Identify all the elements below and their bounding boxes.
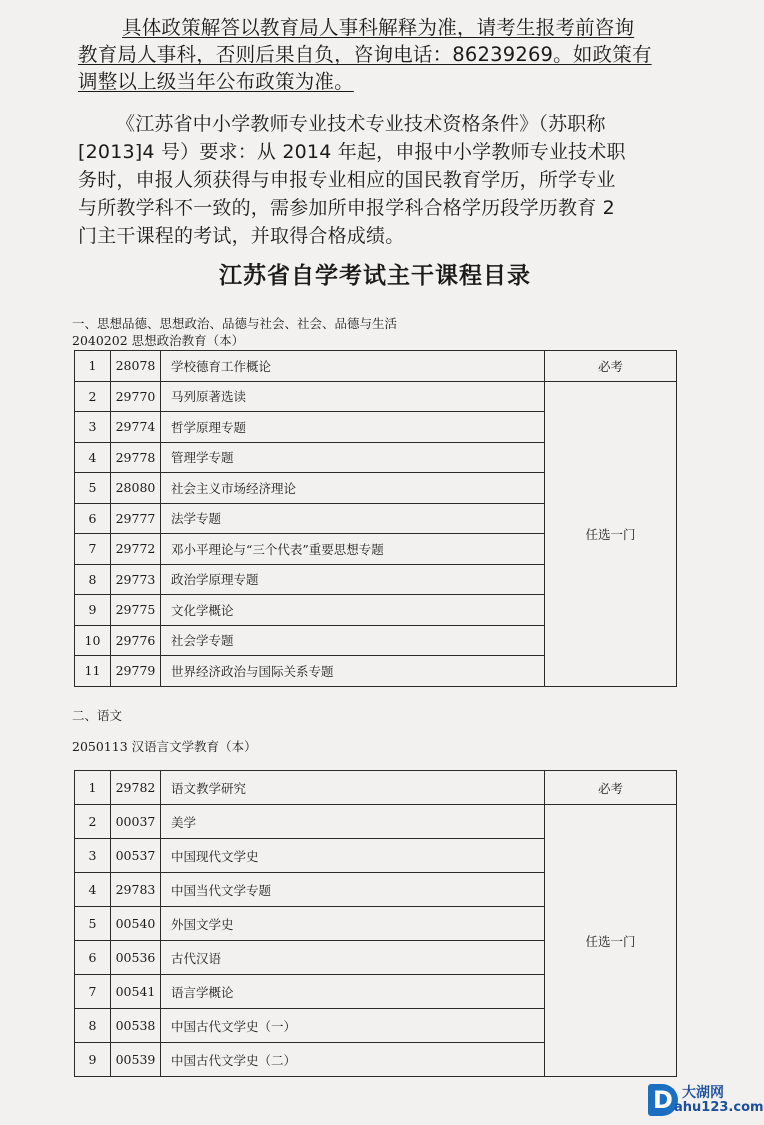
course-code: 29779 (111, 656, 161, 687)
course-name: 文化学概论 (161, 595, 545, 626)
notice-line-2: 教育局人事科，否则后果自负，咨询电话：86239269。如政策有 (78, 43, 652, 66)
row-number: 3 (75, 839, 111, 873)
course-name: 哲学原理专题 (161, 412, 545, 443)
course-table-chinese (74, 770, 677, 1077)
course-code: 29772 (111, 534, 161, 565)
course-code: 29775 (111, 595, 161, 626)
course-code: 00037 (111, 805, 161, 839)
course-code: 29776 (111, 625, 161, 656)
row-number: 4 (75, 442, 111, 473)
row-number: 5 (75, 907, 111, 941)
page-title: 江苏省自学考试主干课程目录 (219, 262, 531, 289)
course-name: 外国文学史 (161, 907, 545, 941)
row-number: 6 (75, 503, 111, 534)
course-code: 00538 (111, 1009, 161, 1043)
course-name: 古代汉语 (161, 941, 545, 975)
site-logo-icon: D (648, 1084, 678, 1116)
policy-notice (78, 14, 723, 95)
course-name: 中国古代文学史（一） (161, 1009, 545, 1043)
table-row (75, 351, 677, 382)
course-code: 00540 (111, 907, 161, 941)
course-name: 政治学原理专题 (161, 564, 545, 595)
row-number: 11 (75, 656, 111, 687)
row-number: 1 (75, 771, 111, 805)
course-name: 世界经济政治与国际关系专题 (161, 656, 545, 687)
row-number: 2 (75, 805, 111, 839)
course-code: 29782 (111, 771, 161, 805)
table-row (75, 805, 677, 839)
row-number: 7 (75, 975, 111, 1009)
elective-label: 任选一门 (545, 805, 677, 1077)
row-number: 8 (75, 1009, 111, 1043)
row-number: 2 (75, 381, 111, 412)
course-code: 28080 (111, 473, 161, 504)
course-code: 29770 (111, 381, 161, 412)
course-code: 29773 (111, 564, 161, 595)
row-number: 6 (75, 941, 111, 975)
course-code: 00541 (111, 975, 161, 1009)
row-number: 5 (75, 473, 111, 504)
requirement-line-1: 《江苏省中小学教师专业技术专业技术资格条件》（苏职称 (116, 113, 606, 135)
row-number: 7 (75, 534, 111, 565)
row-number: 10 (75, 625, 111, 656)
course-name: 语文教学研究 (161, 771, 545, 805)
course-name: 管理学专题 (161, 442, 545, 473)
course-name: 马列原著选读 (161, 381, 545, 412)
row-number: 8 (75, 564, 111, 595)
row-number: 9 (75, 1043, 111, 1077)
course-name: 中国当代文学专题 (161, 873, 545, 907)
site-watermark (648, 1082, 764, 1120)
table-row (75, 381, 677, 412)
notice-line-1: 具体政策解答以教育局人事科解释为准，请考生报考前咨询 (122, 16, 635, 39)
section1-major: 2040202 思想政治教育（本） (72, 333, 245, 348)
notice-line-3: 调整以上级当年公布政策为准。 (78, 70, 354, 93)
row-number: 4 (75, 873, 111, 907)
course-name: 社会学专题 (161, 625, 545, 656)
required-label: 必考 (545, 351, 677, 382)
course-code: 29774 (111, 412, 161, 443)
course-name: 语言学概论 (161, 975, 545, 1009)
course-name: 邓小平理论与“三个代表”重要思想专题 (161, 534, 545, 565)
required-label: 必考 (545, 771, 677, 805)
row-number: 1 (75, 351, 111, 382)
course-name: 中国现代文学史 (161, 839, 545, 873)
course-code: 00539 (111, 1043, 161, 1077)
section1-heading: 一、思想品德、思想政治、品德与社会、社会、品德与生活 (72, 316, 398, 331)
course-code: 28078 (111, 351, 161, 382)
requirement-line-2: [2013]4 号）要求：从 2014 年起，申报中小学教师专业技术职 (78, 141, 626, 163)
course-name: 法学专题 (161, 503, 545, 534)
elective-label: 任选一门 (545, 381, 677, 686)
course-code: 00536 (111, 941, 161, 975)
course-code: 29777 (111, 503, 161, 534)
table-row (75, 771, 677, 805)
course-name: 美学 (161, 805, 545, 839)
requirement-line-5: 门主干课程的考试，并取得合格成绩。 (78, 225, 405, 247)
row-number: 9 (75, 595, 111, 626)
course-table-politics (74, 350, 677, 687)
requirement-line-3: 务时，申报人须获得与申报专业相应的国民教育学历，所学专业 (78, 169, 616, 191)
requirement-line-4: 与所教学科不一致的，需参加所申报学科合格学历段学历教育 2 (78, 197, 615, 219)
course-name: 中国古代文学史（二） (161, 1043, 545, 1077)
course-code: 29783 (111, 873, 161, 907)
watermark-domain: ahu123.com (674, 1100, 764, 1115)
row-number: 3 (75, 412, 111, 443)
course-name: 学校德育工作概论 (161, 351, 545, 382)
watermark-name: 大湖网 (682, 1085, 724, 1101)
requirement-paragraph (78, 110, 728, 250)
course-code: 29778 (111, 442, 161, 473)
section2-heading: 二、语文 (72, 708, 123, 723)
section2-major: 2050113 汉语言文学教育（本） (72, 739, 257, 754)
course-name: 社会主义市场经济理论 (161, 473, 545, 504)
course-code: 00537 (111, 839, 161, 873)
